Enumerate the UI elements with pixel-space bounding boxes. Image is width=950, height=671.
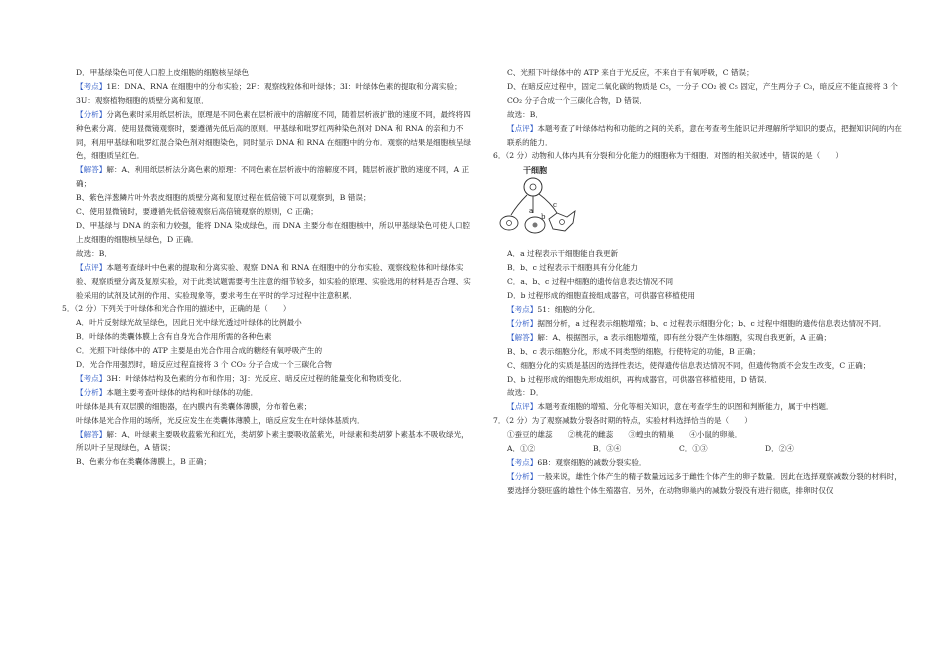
paragraph bbox=[62, 108, 472, 164]
section-tag: 【解答】 bbox=[507, 332, 538, 342]
paragraph bbox=[493, 317, 903, 331]
paragraph-text: C．a、b、c 过程中细胞的遗传信息表达情况不同 bbox=[507, 277, 674, 287]
paragraph-text: B、色素分布在类囊体薄膜上，B 正确； bbox=[76, 457, 212, 467]
section-tag: 【分析】 bbox=[76, 387, 107, 397]
figure-title: 干细胞 bbox=[523, 165, 547, 176]
paragraph-text: 3H：叶绿体结构及色素的分布和作用；3J：光反应、暗反应过程的能量变化和物质变化． bbox=[106, 373, 407, 383]
paragraph-text: D．b 过程形成的细胞直接组成器官，可供器官移植使用 bbox=[507, 291, 696, 301]
paragraph-text: 本题主要考查叶绿体的结构和叶绿体的功能． bbox=[106, 387, 259, 397]
paragraph bbox=[62, 261, 472, 303]
paragraph-text: （2 分）动物和人体内具有分裂和分化能力的细胞称为干细胞．对图的相关叙述中，错误的是（ ） bbox=[505, 151, 844, 161]
paragraph bbox=[493, 80, 903, 108]
right-column bbox=[493, 66, 903, 498]
paragraph bbox=[62, 455, 472, 469]
question-number: 5． bbox=[62, 304, 75, 314]
section-tag: 【解答】 bbox=[76, 165, 107, 175]
section-tag: 【分析】 bbox=[507, 471, 538, 481]
paragraph bbox=[62, 191, 472, 205]
left-column bbox=[62, 66, 472, 469]
paragraph bbox=[62, 330, 472, 344]
paragraph-text: C、细胞分化的实质是基因的选择性表达，使得遗传信息表达情况不同，但遗传物质不会发生改变，C 正确； bbox=[507, 360, 871, 370]
paragraph-text: 本题考查了叶绿体结构和功能的之间的关系，意在考查考生能识记并理解所学知识的要点，把握知识间的内在联系的能力． bbox=[507, 123, 902, 147]
paragraph bbox=[493, 289, 903, 303]
paragraph-text: 解：A、利用纸层析法分离色素的原理：不同色素在层析液中的溶解度不同，随层析液扩散的速度不同，A 正确； bbox=[76, 165, 470, 189]
paragraph bbox=[62, 386, 472, 400]
paragraph bbox=[493, 261, 903, 275]
label-c: c bbox=[553, 201, 557, 210]
paragraph bbox=[493, 456, 903, 470]
paragraph bbox=[493, 66, 903, 80]
paragraph bbox=[493, 386, 903, 400]
paragraph bbox=[493, 345, 903, 359]
paragraph-text: C．光照下叶绿体中的 ATP 主要是由光合作用合成的糖经有氧呼吸产生的 bbox=[76, 346, 323, 356]
paragraph-text: 叶绿体是光合作用的场所，光反应发生在类囊体薄膜上，暗反应发生在叶绿体基质内． bbox=[76, 415, 365, 425]
paragraph bbox=[493, 373, 903, 387]
section-tag: 【分析】 bbox=[507, 318, 538, 328]
paragraph-text: 解：A、叶绿素主要吸收蓝紫光和红光，类胡萝卜素主要吸收蓝紫光，叶绿素和类胡萝卜素基本不吸收绿光，所以叶子呈现绿色，A 错误； bbox=[76, 429, 469, 453]
paragraph-text: B．b、c 过程表示干细胞具有分化能力 bbox=[507, 263, 639, 273]
paragraph-text: D、在暗反应过程中，固定二氧化碳的物质是 C₅，一分子 CO₂ 被 C₅ 固定，产生两分子 C₃，暗反应不能直接将 3 个 CO₂ 分子合成一个三碳化合物，D 错误． bbox=[507, 81, 898, 105]
paragraph bbox=[62, 358, 472, 372]
paragraph bbox=[493, 359, 903, 373]
paragraph bbox=[62, 414, 472, 428]
paragraph-text: 本题考查细胞的增殖、分化等相关知识，意在考查学生的识图和判断能力，属于中档题． bbox=[537, 402, 834, 412]
paragraph bbox=[493, 108, 903, 122]
paragraph-text: 分离色素时采用纸层析法，原理是不同色素在层析液中的溶解度不同，随着层析液扩散的速度不同，最终将四种色素分离．使用显微镜观察时，要遵循先低后高的原则．甲基绿和吡罗红两种染色剂对 DNA 和 RNA 的亲和力不同，利用甲基绿和吡罗红混合染色剂对细胞染色，同时显示 DNA 和 RNA 在细胞中的分布．观察的结果是细胞核呈绿色，细胞质呈红色． bbox=[76, 109, 472, 161]
paragraph-text: 故选：B． bbox=[507, 109, 543, 119]
paragraph-text: （2 分）下列关于叶绿体和光合作用的描述中，正确的是（ ） bbox=[74, 304, 291, 314]
paragraph-text: 故选：D． bbox=[507, 388, 544, 398]
paragraph-text: A．a 过程表示干细胞能自我更新 bbox=[507, 249, 619, 259]
section-tag: 【考点】 bbox=[507, 304, 538, 314]
label-b: b bbox=[541, 213, 546, 222]
question-number: 6． bbox=[493, 151, 506, 161]
paragraph bbox=[62, 163, 472, 191]
paragraph bbox=[493, 331, 903, 345]
q7-option-a: A．①② bbox=[507, 444, 536, 454]
paragraph-text: 一般来说，雄性个体产生的精子数量远远多于雌性个体产生的卵子数量．因此在选择观察减数分裂的材料时，要选择分裂旺盛的雄性个体生殖器官．另外，在动物卵巢内的减数分裂没有进行彻底，排卵时仅仅 bbox=[507, 471, 902, 495]
section-tag: 【点评】 bbox=[507, 402, 538, 412]
right-end-block bbox=[493, 456, 903, 498]
paragraph-text: 51：细胞的分化． bbox=[537, 304, 601, 314]
paragraph-text: 1E：DNA、RNA 在细胞中的分布实验；2F：观察线粒体和叶绿体；3I：叶绿体色素的提取和分离实验；3U：观察植物细胞的质壁分离和复原． bbox=[76, 81, 462, 105]
label-a: a bbox=[529, 207, 534, 216]
paragraph-text: B、紫色洋葱鳞片叶外表皮细胞的质壁分离和复原过程在低倍镜下可以观察到，B 错误； bbox=[76, 193, 371, 203]
section-tag: 【分析】 bbox=[76, 109, 107, 119]
paragraph bbox=[493, 303, 903, 317]
paragraph-text: C、使用显微镜时，要遵循先低倍镜观察后高倍镜观察的原则，C 正确； bbox=[76, 207, 318, 217]
paragraph-text: D、b 过程形成的细胞先形成组织，再构成器官，可供器官移植使用，D 错误． bbox=[507, 374, 772, 384]
paragraph bbox=[493, 247, 903, 261]
paragraph bbox=[62, 66, 472, 80]
paragraph-text: 叶绿体是具有双层膜的细胞器，在内膜内有类囊体薄膜，分布着色素； bbox=[76, 401, 312, 411]
paragraph bbox=[62, 400, 472, 414]
paragraph bbox=[62, 205, 472, 219]
paragraph-text: ①蚕豆的雄蕊 ②桃花的雌蕊 ③蝗虫的精巢 ④小鼠的卵巢． bbox=[507, 430, 743, 440]
paragraph-text: D．甲基绿染色可使人口腔上皮细胞的细胞核呈绿色 bbox=[76, 68, 250, 77]
paragraph bbox=[62, 316, 472, 330]
paragraph-text: C、光照下叶绿体中的 ATP 来自于光反应，不来自于有氧呼吸，C 错误； bbox=[507, 68, 754, 77]
paragraph-text: 解：A、根据图示，a 表示细胞增殖，即有丝分裂产生体细胞，实现自我更新，A 正确； bbox=[537, 332, 832, 342]
paragraph-text: B．叶绿体的类囊体膜上含有自身光合作用所需的各种色素 bbox=[76, 332, 272, 342]
question-stem bbox=[493, 414, 903, 428]
q7-option-d: D．②④ bbox=[765, 444, 794, 454]
section-tag: 【考点】 bbox=[76, 373, 107, 383]
question-number: 7． bbox=[493, 416, 506, 426]
paragraph-text: 据图分析，a 过程表示细胞增殖；b、c 过程表示细胞分化；b、c 过程中细胞的遗传信息表达情况不同． bbox=[537, 318, 887, 328]
paragraph bbox=[62, 372, 472, 386]
paragraph bbox=[62, 247, 472, 261]
section-tag: 【考点】 bbox=[507, 457, 538, 467]
paragraph-text: D．光合作用强烈时，暗反应过程直接将 3 个 CO₂ 分子合成一个三碳化合物 bbox=[76, 360, 332, 370]
stem-cell-figure bbox=[495, 165, 629, 243]
q7-option-b: B．③④ bbox=[593, 444, 622, 454]
right-top-block bbox=[493, 66, 903, 163]
section-tag: 【点评】 bbox=[507, 123, 538, 133]
question-stem bbox=[493, 149, 903, 163]
q7-option-c: C．①③ bbox=[679, 444, 708, 454]
paragraph-text: 本题考查绿叶中色素的提取和分离实验、观察 DNA 和 RNA 在细胞中的分布实验、观察线粒体和叶绿体实验、观察质壁分离及复原实验，对于此类试题需要考生注意的细节较多，如实验的原理、实验选用的材料是否合理、实验采用的试剂及试剂的作用、实验现象等，要求考生在平时的学习过程中注意积累． bbox=[76, 262, 471, 300]
paragraph-text: （2 分）为了观察减数分裂各时期的特点，实验材料选择恰当的是（ ） bbox=[505, 416, 752, 426]
paragraph bbox=[62, 80, 472, 108]
right-bottom-block bbox=[493, 247, 903, 442]
paragraph bbox=[493, 122, 903, 150]
paragraph-text: A．叶片反射绿光故呈绿色，因此日光中绿光透过叶绿体的比例最小 bbox=[76, 318, 302, 328]
paragraph-text: B、b、c 表示细胞分化，形成不同类型的细胞，行使特定的功能，B 正确； bbox=[507, 346, 760, 356]
paragraph bbox=[62, 219, 472, 247]
paragraph-text: 故选：B． bbox=[76, 248, 112, 258]
paragraph-text: 6B：观察细胞的减数分裂实验． bbox=[537, 457, 647, 467]
paragraph bbox=[493, 275, 903, 289]
paragraph bbox=[62, 344, 472, 358]
section-tag: 【点评】 bbox=[76, 262, 107, 272]
paragraph bbox=[493, 400, 903, 414]
paragraph bbox=[493, 470, 903, 498]
section-tag: 【解答】 bbox=[76, 429, 107, 439]
section-tag: 【考点】 bbox=[76, 81, 107, 91]
question-stem bbox=[62, 302, 472, 316]
paragraph bbox=[62, 428, 472, 456]
q7-options bbox=[493, 442, 903, 456]
paragraph bbox=[493, 428, 903, 442]
paragraph-text: D、甲基绿与 DNA 的亲和力较强，能将 DNA 染成绿色，而 DNA 主要分布在细胞核中，所以甲基绿染色可使人口腔上皮细胞的细胞核呈绿色，D 正确． bbox=[76, 220, 471, 244]
